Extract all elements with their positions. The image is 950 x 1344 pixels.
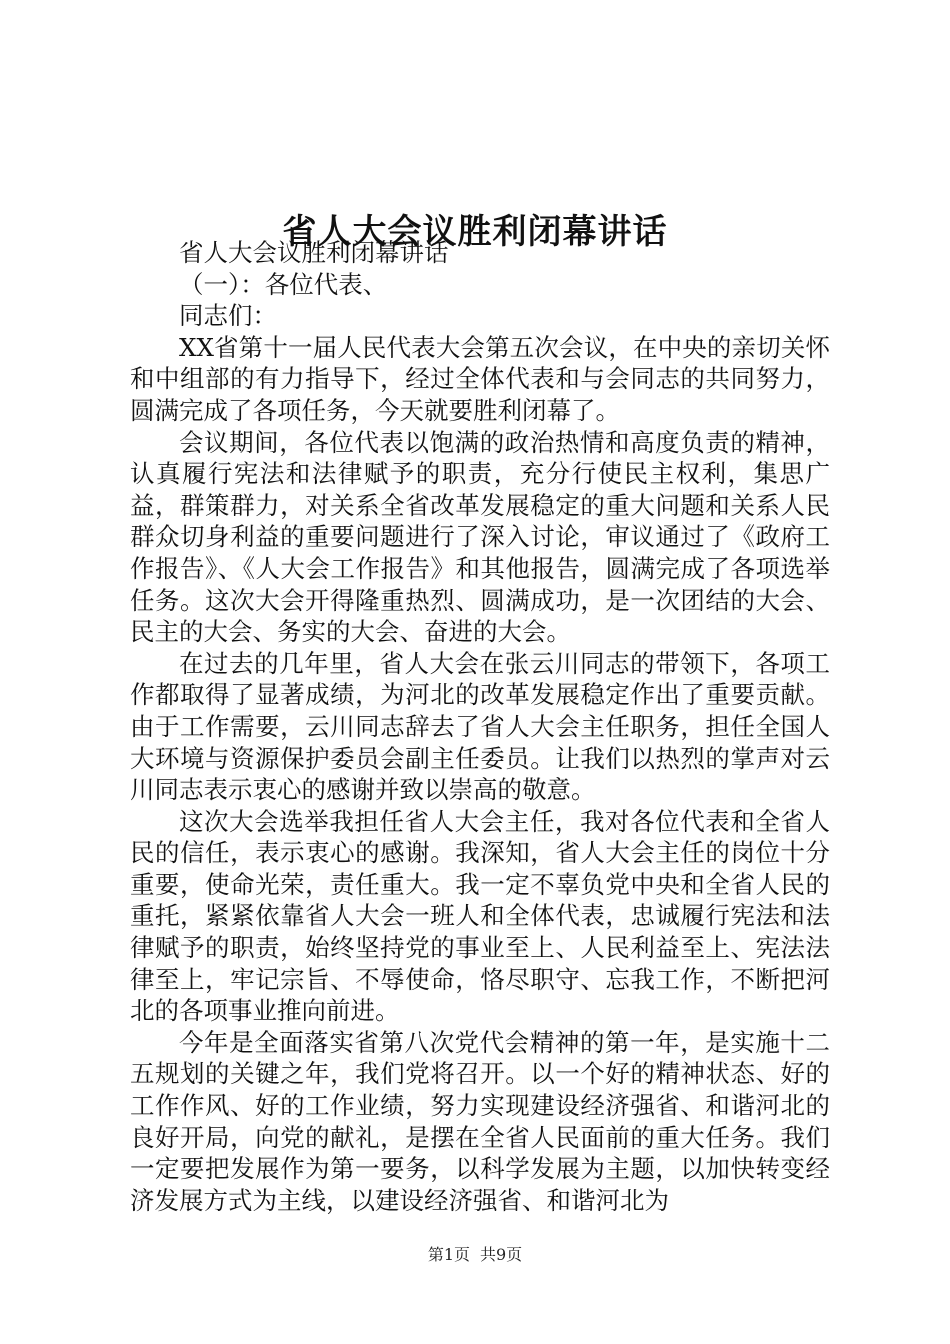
paragraph-body: 会议期间，各位代表以饱满的政治热情和高度负责的精神，认真履行宪法和法律赋予的职责，充分行使民主权利，集思广益，群策群力，对关系全省改革发展稳定的重大问题和关系人民群众切身利益的重要问题进行了深入讨论，审议通过了《政府工作报告》、《人大会工作报告》和其他报告，圆满完成了各项选举任务。这次大会开得隆重热烈、圆满成功，是一次团结的大会、民主的大会、务实的大会、奋进的大会。	[130, 427, 830, 647]
page-footer	[0, 1244, 950, 1266]
paragraph-body: 在过去的几年里，省人大会在张云川同志的带领下，各项工作都取得了显著成绩，为河北的改革发展稳定作出了重要贡献。由于工作需要，云川同志辞去了省人大会主任职务，担任全国人大环境与资源保护委员会副主任委员。让我们以热烈的掌声对云川同志表示衷心的感谢并致以崇高的敬意。	[130, 648, 830, 805]
paragraph-subtitle: 省人大会议胜利闭幕讲话	[179, 238, 449, 267]
paragraph-body: 今年是全面落实省第八次党代会精神的第一年，是实施十二五规划的关键之年，我们党将召开。以一个好的精神状态、好的工作作风、好的工作业绩，努力实现建设经济强省、和谐河北的良好开局，向党的献礼，是摆在全省人民面前的重大任务。我们一定要把发展作为第一要务，以科学发展为主题，以加快转变经济发展方式为主线，以建设经济强省、和谐河北为	[130, 1027, 830, 1215]
page-total: 共9页	[480, 1245, 523, 1264]
paragraph-body: 这次大会选举我担任省人大会主任，我对各位代表和全省人民的信任，表示衷心的感谢。我深知，省人大会主任的岗位十分重要，使命光荣，责任重大。我一定不辜负党中央和全省人民的重托，紧紧依靠省人大会一班人和全体代表，忠诚履行宪法和法律赋予的职责，始终坚持党的事业至上、人民利益至上、宪法法律至上，牢记宗旨、不辱使命，恪尽职守、忘我工作，不断把河北的各项事业推向前进。	[130, 806, 830, 1026]
document-title: 省人大会议胜利闭幕讲话	[282, 211, 668, 252]
paragraph-salutation-1: （一）：各位代表、	[179, 269, 388, 299]
paragraph-salutation-2: 同志们：	[179, 301, 277, 331]
paragraph-body: XX省第十一届人民代表大会第五次会议，在中央的亲切关怀和中组部的有力指导下，经过全体代表和与会同志的共同努力，圆满完成了各项任务，今天就要胜利闭幕了。	[130, 332, 830, 425]
document-body	[130, 237, 830, 1216]
page-number: 第1页	[427, 1245, 470, 1264]
